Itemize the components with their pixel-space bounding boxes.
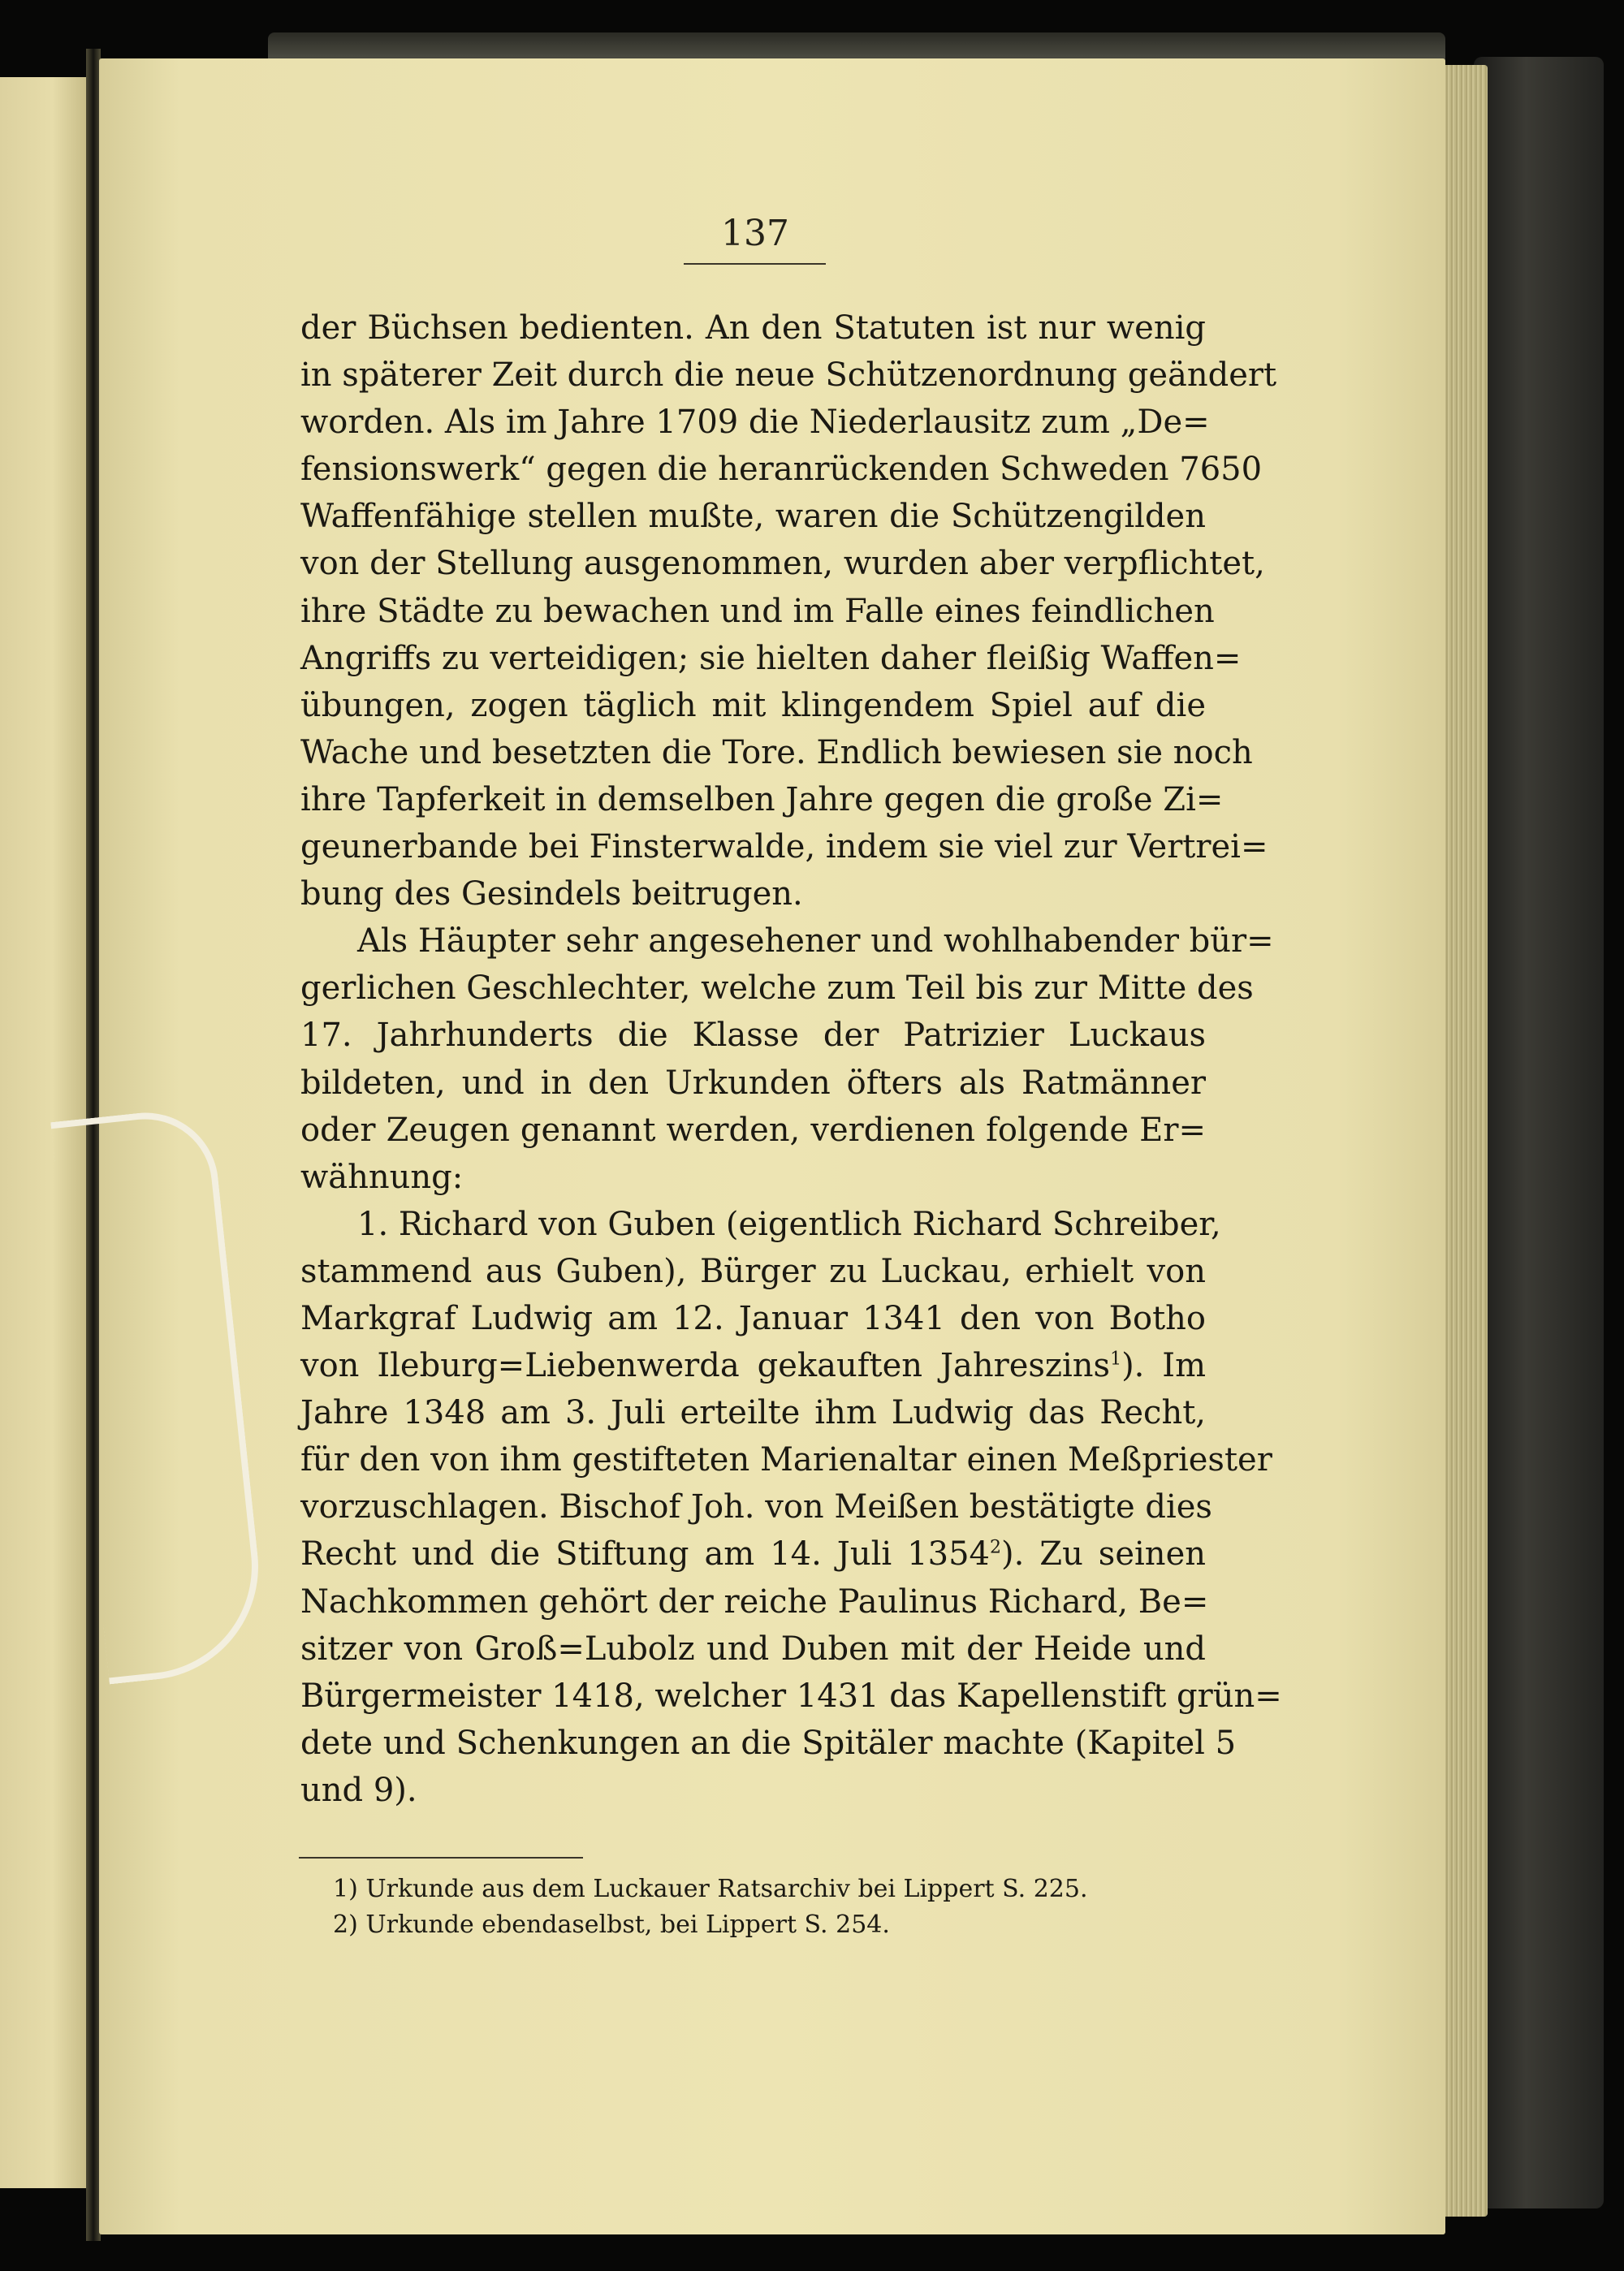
text-line: gerlichen Geschlechter, welche zum Teil bis zur Mitte des: [300, 969, 1254, 1008]
text-line: Wache und besetzten die Tore. Endlich bewiesen sie noch: [300, 733, 1253, 771]
text-line: Nachkommen gehört der reiche Paulinus Richard, Be=: [300, 1582, 1209, 1621]
text-line: Jahre 1348 am 3. Juli erteilte ihm Ludwig das Recht,: [300, 1394, 1206, 1432]
text-line: [300, 1531, 1206, 1578]
footnote-1: 1) Urkunde aus dem Luckauer Ratsarchiv bei Lippert S. 225.: [333, 1875, 1088, 1903]
book-cover-right-edge: [1474, 57, 1604, 2208]
text-line: der Büchsen bedienten. An den Statuten ist nur wenig: [300, 309, 1206, 347]
footnote-rule: [299, 1857, 583, 1859]
text-line: sitzer von Groß=Lubolz und Duben mit der Heide und: [300, 1630, 1206, 1668]
text-line: wähnung:: [300, 1158, 464, 1196]
text-line: fensionswerk“ gegen die heranrückenden Schweden 7650: [300, 451, 1263, 489]
text-line-part: von Ileburg=Liebenwerda gekauften Jahreszins: [300, 1347, 1111, 1385]
text-line: 1. Richard von Guben (eigentlich Richard Schreiber,: [357, 1205, 1221, 1243]
text-line: bildeten, und in den Urkunden öfters als Ratmänner: [300, 1064, 1206, 1102]
page-number: 137: [721, 213, 789, 254]
text-line: Angriffs zu verteidigen; sie hielten daher fleißig Waffen=: [300, 639, 1242, 677]
text-line-part: ). Zu seinen: [1000, 1535, 1206, 1574]
text-line: übungen, zogen täglich mit klingendem Spiel auf die: [300, 686, 1206, 724]
text-line-part: ). Im: [1121, 1347, 1206, 1385]
footnotes: [333, 1872, 1186, 1943]
text-line: in späterer Zeit durch die neue Schützenordnung geändert: [300, 356, 1277, 395]
text-line: Markgraf Ludwig am 12. Januar 1341 den von Botho: [300, 1299, 1206, 1337]
footnote-2: 2) Urkunde ebendaselbst, bei Lippert S. 254.: [333, 1910, 890, 1939]
text-line: 17. Jahrhunderts die Klasse der Patrizier Luckaus: [300, 1017, 1206, 1055]
text-line: Bürgermeister 1418, welcher 1431 das Kapellenstift grün=: [300, 1677, 1282, 1715]
body-text: [300, 304, 1282, 1814]
text-line: von der Stellung ausgenommen, wurden aber verpflichtet,: [300, 545, 1265, 583]
text-line: dete und Schenkungen an die Spitäler machte (Kapitel 5: [300, 1724, 1237, 1762]
footnote-ref-2: 2: [989, 1538, 1001, 1559]
text-line-part: Recht und die Stiftung am 14. Juli 1354: [300, 1535, 990, 1574]
text-line: oder Zeugen genannt werden, verdienen folgende Er=: [300, 1111, 1206, 1149]
text-line: vorzuschlagen. Bischof Joh. von Meißen bestätigte dies: [300, 1488, 1212, 1526]
text-line: geunerbande bei Finsterwalde, indem sie viel zur Vertrei=: [300, 828, 1268, 866]
text-line: für den von ihm gestifteten Marienaltar einen Meßpriester: [300, 1441, 1272, 1479]
footnote-ref-1: 1: [1110, 1349, 1122, 1370]
text-line: bung des Gesindels beitrugen.: [300, 875, 803, 913]
text-line: und 9).: [300, 1771, 417, 1809]
text-line: ihre Städte zu bewachen und im Falle eines feindlichen: [300, 592, 1215, 630]
text-line: stammend aus Guben), Bürger zu Luckau, erhielt von: [300, 1252, 1206, 1290]
text-line: ihre Tapferkeit in demselben Jahre gegen die große Zi=: [300, 780, 1224, 818]
text-line: [300, 1342, 1206, 1389]
text-line: worden. Als im Jahre 1709 die Niederlausitz zum „De=: [300, 404, 1210, 442]
text-line: Waffenfähige stellen mußte, waren die Schützengilden: [300, 498, 1206, 536]
page-number-rule: [684, 263, 826, 265]
text-line: Als Häupter sehr angesehener und wohlhabender bür=: [357, 922, 1274, 961]
